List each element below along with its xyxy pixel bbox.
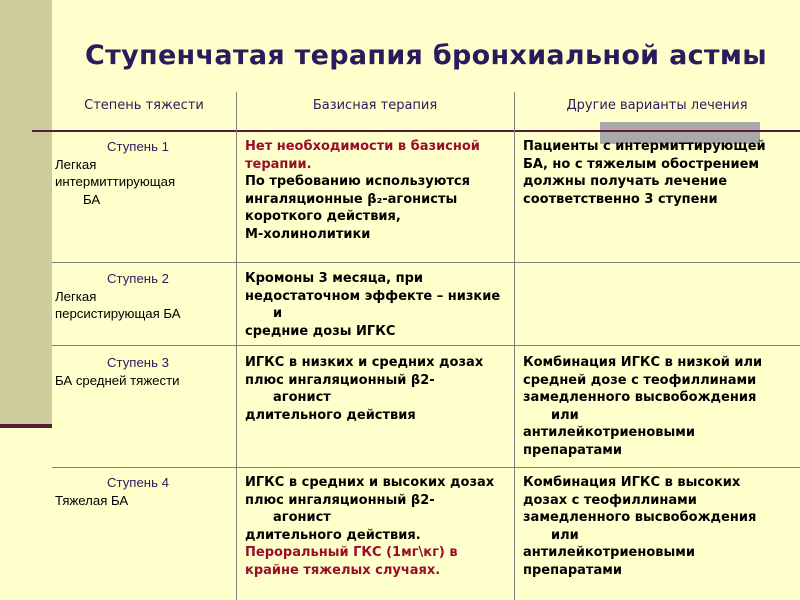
step-label: Ступень 3 <box>107 355 169 370</box>
page-title: Ступенчатая терапия бронхиальной астмы <box>85 40 767 71</box>
severity-cell <box>55 354 235 389</box>
severity-text: Легкая <box>55 156 97 172</box>
therapy-text: Нет необходимости в базисной <box>245 139 480 154</box>
severity-cell <box>55 474 235 509</box>
header-severity: Степень тяжести <box>84 98 204 113</box>
therapy-text: По требованию используются <box>245 174 470 190</box>
basic-therapy-cell <box>245 474 513 580</box>
other-options-cell <box>523 354 799 460</box>
options-text: препаратами <box>523 562 622 578</box>
options-text: средней дозе с теофиллинами <box>523 372 757 388</box>
severity-text: Тяжелая БА <box>55 492 129 508</box>
basic-therapy-cell <box>245 270 513 340</box>
therapy-text: и <box>273 306 283 322</box>
header-divider <box>32 130 800 132</box>
therapy-text: короткого действия, <box>245 209 401 225</box>
options-text: соответственно 3 ступени <box>523 191 718 207</box>
therapy-text: крайне тяжелых случаях. <box>245 562 441 578</box>
options-text: Комбинация ИГКС в высоких <box>523 475 741 490</box>
severity-text: Легкая <box>55 288 97 304</box>
therapy-text: ИГКС в средних и высоких дозах <box>245 475 495 490</box>
options-text: должны получать лечение <box>523 174 728 190</box>
row-divider <box>52 345 800 346</box>
severity-cell <box>55 138 235 208</box>
therapy-text: Кромоны 3 месяца, при <box>245 271 424 286</box>
decorative-sidebar <box>0 0 52 424</box>
step-label: Ступень 4 <box>107 475 169 490</box>
therapy-text: М-холинолитики <box>245 226 371 242</box>
header-basic-therapy: Базисная терапия <box>312 98 438 113</box>
basic-therapy-cell <box>245 354 513 424</box>
row-divider <box>52 467 800 468</box>
column-divider <box>236 92 237 600</box>
options-text: препаратами <box>523 442 622 458</box>
therapy-text: агонист <box>273 390 331 406</box>
options-text: Пациенты с интермиттирующей <box>523 139 766 154</box>
therapy-text: плюс ингаляционный β2- <box>245 492 435 508</box>
severity-text: персистирующая БА <box>55 306 181 322</box>
options-text: антилейкотриеновыми <box>523 545 695 561</box>
options-text: БА, но с тяжелым обострением <box>523 156 760 172</box>
therapy-text: недостаточном эффекте – низкие <box>245 288 501 304</box>
therapy-text: агонист <box>273 510 331 526</box>
therapy-text: плюс ингаляционный β2- <box>245 372 435 388</box>
options-text: замедленного высвобождения <box>523 390 757 406</box>
severity-text: интермиттирующая <box>55 174 176 190</box>
options-text: дозах с теофиллинами <box>523 492 697 508</box>
sidebar-accent-line <box>0 424 52 428</box>
row-divider <box>52 262 800 263</box>
header-other-options: Другие варианты лечения <box>566 98 748 113</box>
therapy-text: длительного действия. <box>245 527 421 543</box>
other-options-cell <box>523 474 799 580</box>
therapy-text: длительного действия <box>245 407 416 423</box>
options-text: замедленного высвобождения <box>523 510 757 526</box>
severity-cell <box>55 270 235 323</box>
severity-text: БА средней тяжести <box>55 372 180 388</box>
therapy-text: Пероральный ГКС (1мг\кг) в <box>245 545 458 561</box>
other-options-cell <box>523 138 799 208</box>
therapy-text: ингаляционные β₂-агонисты <box>245 191 458 207</box>
column-divider <box>514 92 515 600</box>
therapy-text: средние дозы ИГКС <box>245 323 396 339</box>
therapy-text: терапии. <box>245 156 312 172</box>
options-text: антилейкотриеновыми <box>523 425 695 441</box>
options-text: или <box>551 407 579 423</box>
options-text: Комбинация ИГКС в низкой или <box>523 355 763 370</box>
therapy-text: ИГКС в низких и средних дозах <box>245 355 484 370</box>
options-text: или <box>551 527 579 543</box>
step-label: Ступень 1 <box>107 139 169 154</box>
severity-text: БА <box>83 191 101 207</box>
basic-therapy-cell <box>245 138 513 244</box>
step-label: Ступень 2 <box>107 271 169 286</box>
